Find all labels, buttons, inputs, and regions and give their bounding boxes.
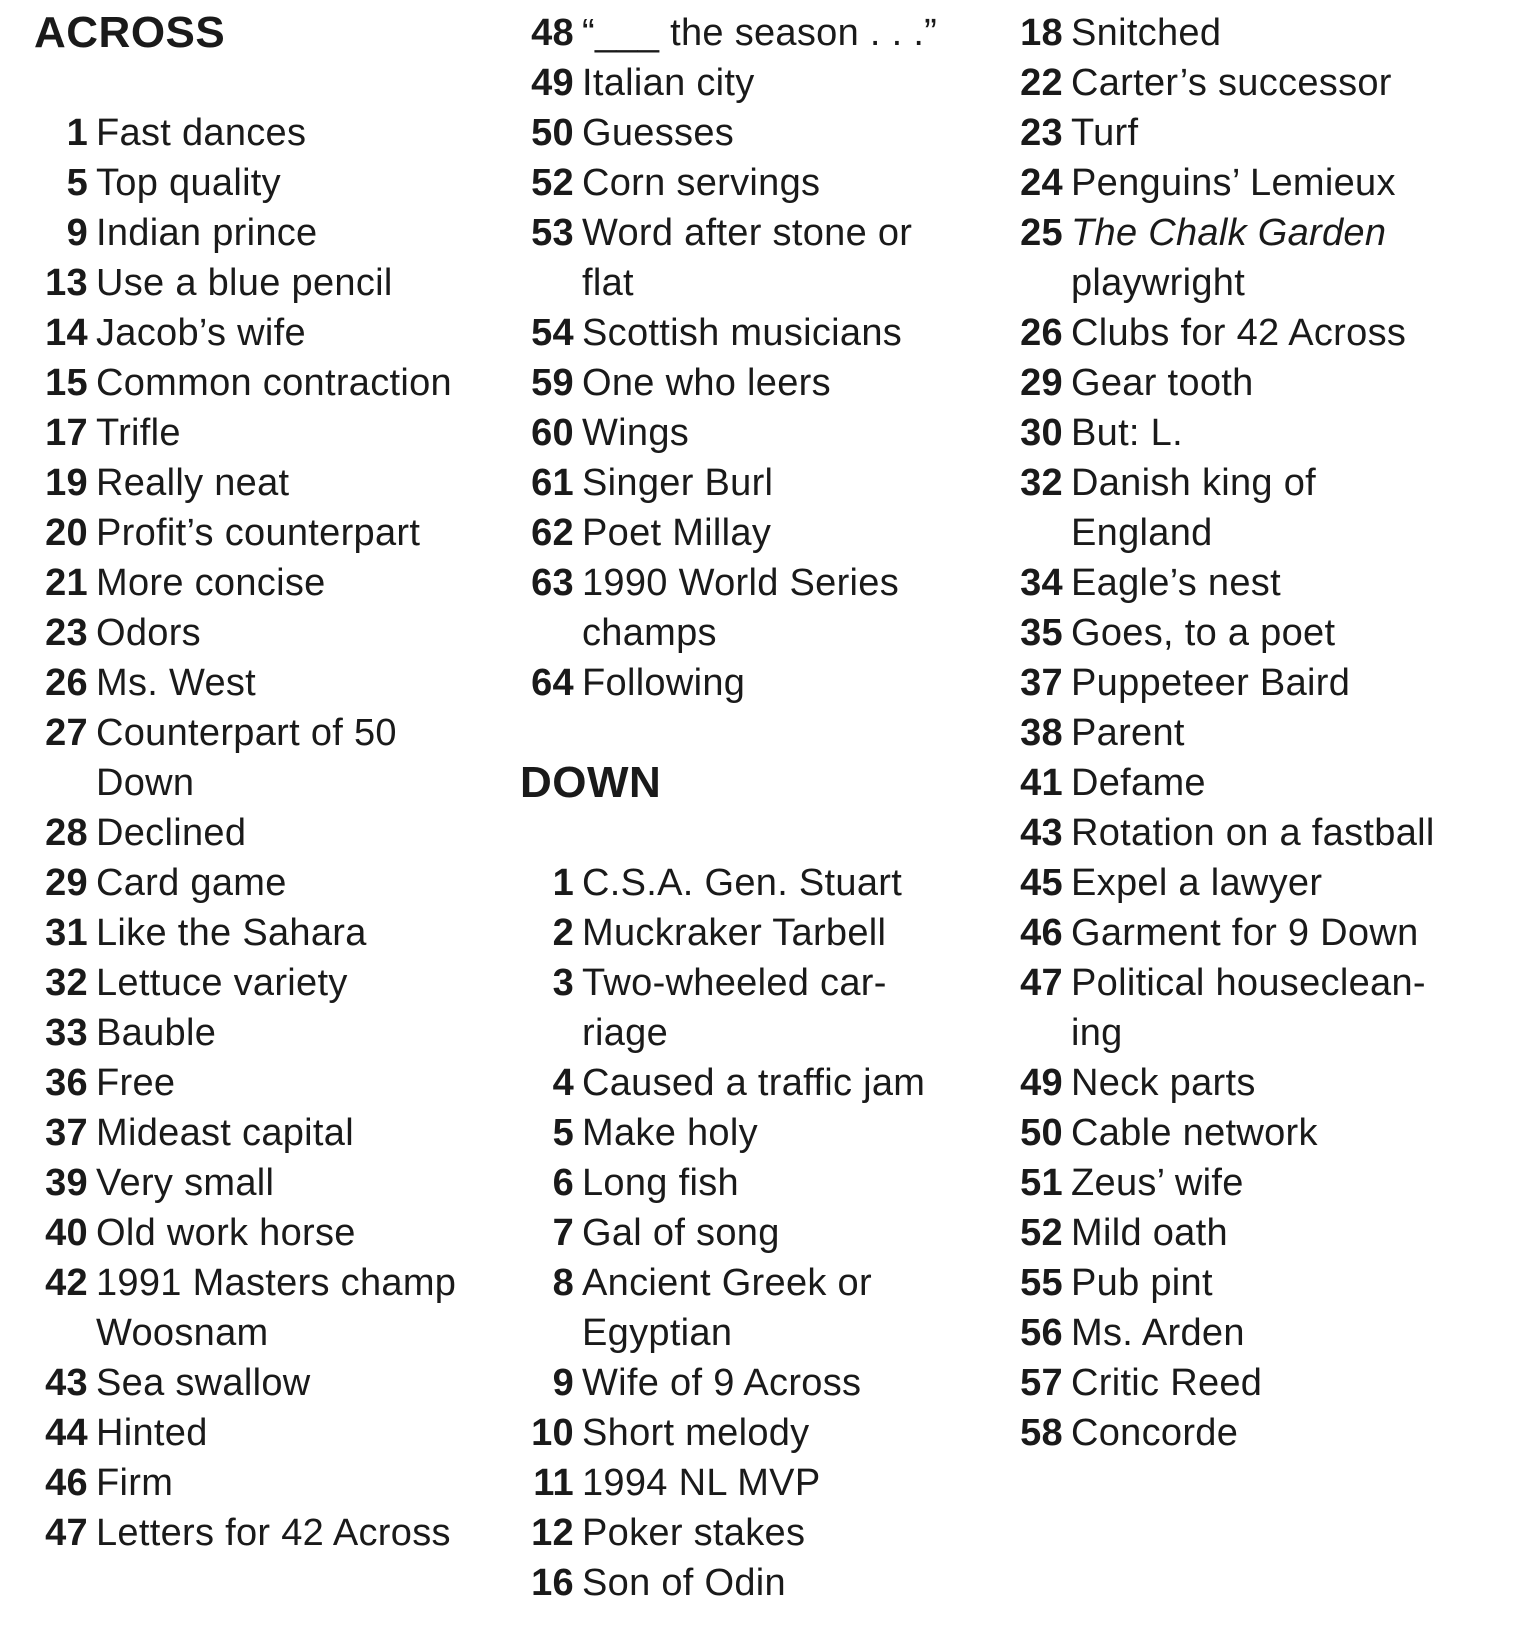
across-clue-64 bbox=[520, 658, 990, 708]
down-clue-18 bbox=[1009, 8, 1504, 58]
across-clue-19 bbox=[34, 458, 504, 508]
clue-number: 50 bbox=[1020, 1112, 1063, 1154]
clue-text: Word after stone or flat bbox=[582, 212, 913, 304]
clue-number: 17 bbox=[45, 412, 88, 454]
clue-number: 41 bbox=[1020, 762, 1063, 804]
across-clue-52 bbox=[520, 158, 990, 208]
clue-text: Poet Millay bbox=[582, 512, 772, 554]
down-clue-24 bbox=[1009, 158, 1504, 208]
down-clue-22 bbox=[1009, 58, 1504, 108]
clue-number: 61 bbox=[531, 462, 574, 504]
clue-text: More concise bbox=[96, 562, 326, 604]
clue-number: 53 bbox=[531, 212, 574, 254]
across-clue-36 bbox=[34, 1058, 504, 1108]
clue-text: Profit’s counterpart bbox=[96, 512, 421, 554]
across-clue-29 bbox=[34, 858, 504, 908]
clue-column-3 bbox=[1009, 8, 1504, 1458]
clue-text: Pub pint bbox=[1071, 1262, 1213, 1304]
down-clue-23 bbox=[1009, 108, 1504, 158]
clue-text: Hinted bbox=[96, 1412, 208, 1454]
clue-number: 22 bbox=[1020, 62, 1063, 104]
across-heading: ACROSS bbox=[34, 8, 226, 57]
clue-number: 49 bbox=[1020, 1062, 1063, 1104]
clue-number: 48 bbox=[531, 12, 574, 54]
clue-number: 27 bbox=[45, 712, 88, 754]
down-clue-50 bbox=[1009, 1108, 1504, 1158]
down-clue-9 bbox=[520, 1358, 990, 1408]
clue-text: Old work horse bbox=[96, 1212, 356, 1254]
across-clue-42 bbox=[34, 1258, 504, 1358]
across-clue-63 bbox=[520, 558, 990, 658]
across-clue-33 bbox=[34, 1008, 504, 1058]
clue-text: Italian city bbox=[582, 62, 755, 104]
down-clue-8 bbox=[520, 1258, 990, 1358]
clue-text: Fast dances bbox=[96, 112, 307, 154]
across-clue-39 bbox=[34, 1158, 504, 1208]
down-clue-58 bbox=[1009, 1408, 1504, 1458]
clue-number: 43 bbox=[45, 1362, 88, 1404]
clue-number: 18 bbox=[1020, 12, 1063, 54]
clue-title-italic: The Chalk Garden bbox=[1071, 212, 1387, 254]
across-clue-13 bbox=[34, 258, 504, 308]
clue-number: 7 bbox=[552, 1212, 574, 1254]
clue-text: Jacob’s wife bbox=[96, 312, 306, 354]
clue-text: Expel a lawyer bbox=[1071, 862, 1323, 904]
down-clue-32 bbox=[1009, 458, 1504, 558]
clue-number: 11 bbox=[533, 1462, 574, 1504]
clue-text: One who leers bbox=[582, 362, 831, 404]
clue-number: 47 bbox=[1020, 962, 1063, 1004]
clue-text: But: L. bbox=[1071, 412, 1183, 454]
clue-text: Cable network bbox=[1071, 1112, 1318, 1154]
across-clue-20 bbox=[34, 508, 504, 558]
clue-text: Ancient Greek or Egyptian bbox=[582, 1262, 872, 1354]
across-clue-37 bbox=[34, 1108, 504, 1158]
across-clue-26 bbox=[34, 658, 504, 708]
clue-number: 63 bbox=[531, 562, 574, 604]
clue-text: 1994 NL MVP bbox=[582, 1462, 821, 1504]
clue-number: 5 bbox=[552, 1112, 574, 1154]
down-clue-55 bbox=[1009, 1258, 1504, 1308]
clue-text: Clubs for 42 Across bbox=[1071, 312, 1407, 354]
clue-text: Odors bbox=[96, 612, 201, 654]
clue-number: 46 bbox=[1020, 912, 1063, 954]
across-clue-5 bbox=[34, 158, 504, 208]
clue-text: Make holy bbox=[582, 1112, 758, 1154]
down-clue-11 bbox=[520, 1458, 990, 1508]
down-clue-56 bbox=[1009, 1308, 1504, 1358]
clue-text: Like the Sahara bbox=[96, 912, 367, 954]
clue-number: 50 bbox=[531, 112, 574, 154]
across-clue-54 bbox=[520, 308, 990, 358]
clue-text: Guesses bbox=[582, 112, 735, 154]
clue-text: Singer Burl bbox=[582, 462, 774, 504]
clue-text: Declined bbox=[96, 812, 247, 854]
clue-number: 35 bbox=[1020, 612, 1063, 654]
clue-text: Poker stakes bbox=[582, 1512, 806, 1554]
across-clue-9 bbox=[34, 208, 504, 258]
down-clue-43 bbox=[1009, 808, 1504, 858]
clue-number: 9 bbox=[552, 1362, 574, 1404]
clue-number: 13 bbox=[45, 262, 88, 304]
clue-text: Short melody bbox=[582, 1412, 810, 1454]
clue-number: 32 bbox=[1020, 462, 1063, 504]
down-clue-30 bbox=[1009, 408, 1504, 458]
clue-text: Wings bbox=[582, 412, 690, 454]
clue-text: 1991 Masters champ Woosnam bbox=[96, 1262, 457, 1354]
across-clue-23 bbox=[34, 608, 504, 658]
across-clue-47 bbox=[34, 1508, 504, 1558]
clue-number: 40 bbox=[45, 1212, 88, 1254]
clue-number: 28 bbox=[45, 812, 88, 854]
across-clue-28 bbox=[34, 808, 504, 858]
clue-number: 23 bbox=[45, 612, 88, 654]
clue-text: Gal of song bbox=[582, 1212, 780, 1254]
down-clue-25 bbox=[1009, 208, 1504, 308]
clue-number: 16 bbox=[531, 1562, 574, 1604]
clue-number: 33 bbox=[45, 1012, 88, 1054]
clue-column-2 bbox=[520, 8, 990, 1608]
across-clue-59 bbox=[520, 358, 990, 408]
clue-text bbox=[1063, 208, 1504, 308]
across-clue-50 bbox=[520, 108, 990, 158]
clue-number: 10 bbox=[531, 1412, 574, 1454]
clue-text: Bauble bbox=[96, 1012, 217, 1054]
clue-number: 26 bbox=[45, 662, 88, 704]
down-clue-38 bbox=[1009, 708, 1504, 758]
across-clue-15 bbox=[34, 358, 504, 408]
across-clue-48 bbox=[520, 8, 990, 58]
clue-number: 60 bbox=[531, 412, 574, 454]
clue-number: 46 bbox=[45, 1462, 88, 1504]
down-clue-5 bbox=[520, 1108, 990, 1158]
clue-text: Political houseclean- ing bbox=[1071, 962, 1426, 1054]
down-clue-46 bbox=[1009, 908, 1504, 958]
down-clue-37 bbox=[1009, 658, 1504, 708]
across-clue-21 bbox=[34, 558, 504, 608]
clue-text: Puppeteer Baird bbox=[1071, 662, 1351, 704]
clue-number: 14 bbox=[45, 312, 88, 354]
clue-number: 23 bbox=[1020, 112, 1063, 154]
clue-text: Muckraker Tarbell bbox=[582, 912, 887, 954]
clue-text: Firm bbox=[96, 1462, 174, 1504]
clue-text: Lettuce variety bbox=[96, 962, 348, 1004]
clue-text: Common contraction bbox=[96, 362, 452, 404]
clue-number: 37 bbox=[1020, 662, 1063, 704]
clue-number: 29 bbox=[45, 862, 88, 904]
clue-number: 21 bbox=[45, 562, 88, 604]
down-clue-52 bbox=[1009, 1208, 1504, 1258]
clue-text: Mild oath bbox=[1071, 1212, 1228, 1254]
across-clue-49 bbox=[520, 58, 990, 108]
across-clue-62 bbox=[520, 508, 990, 558]
clue-text: Use a blue pencil bbox=[96, 262, 393, 304]
clue-text: Turf bbox=[1071, 112, 1139, 154]
down-clue-47 bbox=[1009, 958, 1504, 1058]
clue-number: 45 bbox=[1020, 862, 1063, 904]
clue-number: 62 bbox=[531, 512, 574, 554]
clue-number: 1 bbox=[552, 862, 574, 904]
clue-number: 24 bbox=[1020, 162, 1063, 204]
clue-text: Mideast capital bbox=[96, 1112, 354, 1154]
clue-text: Garment for 9 Down bbox=[1071, 912, 1419, 954]
clue-number: 30 bbox=[1020, 412, 1063, 454]
down-heading: DOWN bbox=[520, 758, 662, 807]
down-clue-51 bbox=[1009, 1158, 1504, 1208]
clue-text: C.S.A. Gen. Stuart bbox=[582, 862, 903, 904]
down-clue-35 bbox=[1009, 608, 1504, 658]
clue-number: 2 bbox=[552, 912, 574, 954]
clue-number: 29 bbox=[1020, 362, 1063, 404]
clue-number: 12 bbox=[531, 1512, 574, 1554]
down-clue-4 bbox=[520, 1058, 990, 1108]
clue-number: 37 bbox=[45, 1112, 88, 1154]
clue-number: 20 bbox=[45, 512, 88, 554]
across-clue-40 bbox=[34, 1208, 504, 1258]
clue-number: 8 bbox=[552, 1262, 574, 1304]
clue-text: Long fish bbox=[582, 1162, 739, 1204]
clue-number: 34 bbox=[1020, 562, 1063, 604]
clue-number: 5 bbox=[66, 162, 88, 204]
clue-number: 31 bbox=[45, 912, 88, 954]
clue-text: Parent bbox=[1071, 712, 1185, 754]
clue-number: 6 bbox=[552, 1162, 574, 1204]
clue-number: 54 bbox=[531, 312, 574, 354]
clue-text: Trifle bbox=[96, 412, 181, 454]
across-clue-14 bbox=[34, 308, 504, 358]
clue-number: 52 bbox=[1020, 1212, 1063, 1254]
clue-text: Letters for 42 Across bbox=[96, 1512, 451, 1554]
clue-number: 49 bbox=[531, 62, 574, 104]
clue-number: 55 bbox=[1020, 1262, 1063, 1304]
down-clue-57 bbox=[1009, 1358, 1504, 1408]
clue-text-rest: playwright bbox=[1071, 262, 1246, 304]
clue-column-1 bbox=[34, 8, 504, 1558]
clue-text: Defame bbox=[1071, 762, 1206, 804]
clue-text: Following bbox=[582, 662, 746, 704]
clue-number: 42 bbox=[45, 1262, 88, 1304]
down-clue-41 bbox=[1009, 758, 1504, 808]
clue-number: 36 bbox=[45, 1062, 88, 1104]
across-clue-44 bbox=[34, 1408, 504, 1458]
clue-number: 3 bbox=[552, 962, 574, 1004]
clue-text: Card game bbox=[96, 862, 287, 904]
clue-text: Critic Reed bbox=[1071, 1362, 1263, 1404]
down-clue-34 bbox=[1009, 558, 1504, 608]
down-clue-6 bbox=[520, 1158, 990, 1208]
down-clue-29 bbox=[1009, 358, 1504, 408]
clue-text: Son of Odin bbox=[582, 1562, 786, 1604]
clue-text: Penguins’ Lemieux bbox=[1071, 162, 1396, 204]
across-clue-17 bbox=[34, 408, 504, 458]
clue-number: 38 bbox=[1020, 712, 1063, 754]
clue-text: “___ the season . . .” bbox=[582, 12, 938, 54]
down-clue-12 bbox=[520, 1508, 990, 1558]
clue-number: 58 bbox=[1020, 1412, 1063, 1454]
clue-number: 56 bbox=[1020, 1312, 1063, 1354]
down-clue-3 bbox=[520, 958, 990, 1058]
clue-number: 19 bbox=[45, 462, 88, 504]
clue-number: 39 bbox=[45, 1162, 88, 1204]
clue-text: Indian prince bbox=[96, 212, 318, 254]
clue-text: Top quality bbox=[96, 162, 281, 204]
clue-text: Very small bbox=[96, 1162, 275, 1204]
clue-number: 9 bbox=[66, 212, 88, 254]
clue-number: 59 bbox=[531, 362, 574, 404]
clue-text: Two-wheeled car- riage bbox=[582, 962, 887, 1054]
clue-text: Neck parts bbox=[1071, 1062, 1256, 1104]
clue-number: 44 bbox=[45, 1412, 88, 1454]
across-clue-27 bbox=[34, 708, 504, 808]
clue-number: 26 bbox=[1020, 312, 1063, 354]
clue-text: Ms. West bbox=[96, 662, 257, 704]
clue-text: Really neat bbox=[96, 462, 290, 504]
down-clue-7 bbox=[520, 1208, 990, 1258]
clue-text: Ms. Arden bbox=[1071, 1312, 1245, 1354]
clue-text: Free bbox=[96, 1062, 176, 1104]
clue-number: 57 bbox=[1020, 1362, 1063, 1404]
clue-text: Gear tooth bbox=[1071, 362, 1254, 404]
clue-number: 1 bbox=[66, 112, 88, 154]
clue-text: Goes, to a poet bbox=[1071, 612, 1336, 654]
down-clue-16 bbox=[520, 1558, 990, 1608]
across-clue-31 bbox=[34, 908, 504, 958]
clue-number: 51 bbox=[1020, 1162, 1063, 1204]
across-clue-61 bbox=[520, 458, 990, 508]
clue-text: Carter’s successor bbox=[1071, 62, 1392, 104]
clue-number: 4 bbox=[552, 1062, 574, 1104]
clue-number: 47 bbox=[45, 1512, 88, 1554]
clue-number: 43 bbox=[1020, 812, 1063, 854]
clue-text: Corn servings bbox=[582, 162, 821, 204]
across-clue-46 bbox=[34, 1458, 504, 1508]
clue-text: Eagle’s nest bbox=[1071, 562, 1281, 604]
clue-number: 52 bbox=[531, 162, 574, 204]
clue-text: 1990 World Series champs bbox=[582, 562, 900, 654]
across-clue-60 bbox=[520, 408, 990, 458]
clue-number: 64 bbox=[531, 662, 574, 704]
down-clue-26 bbox=[1009, 308, 1504, 358]
clue-number: 32 bbox=[45, 962, 88, 1004]
clue-text: Scottish musicians bbox=[582, 312, 903, 354]
clue-text: Wife of 9 Across bbox=[582, 1362, 862, 1404]
clue-number: 15 bbox=[45, 362, 88, 404]
across-clue-32 bbox=[34, 958, 504, 1008]
clue-text: Counterpart of 50 Down bbox=[96, 712, 397, 804]
clue-text: Rotation on a fastball bbox=[1071, 812, 1435, 854]
down-clue-2 bbox=[520, 908, 990, 958]
clue-text: Sea swallow bbox=[96, 1362, 311, 1404]
clue-text: Danish king of England bbox=[1071, 462, 1317, 554]
clue-text: Snitched bbox=[1071, 12, 1222, 54]
across-clue-1 bbox=[34, 108, 504, 158]
down-clue-10 bbox=[520, 1408, 990, 1458]
down-clue-49 bbox=[1009, 1058, 1504, 1108]
down-clue-1 bbox=[520, 858, 990, 908]
clue-text: Concorde bbox=[1071, 1412, 1239, 1454]
across-clue-43 bbox=[34, 1358, 504, 1408]
clue-number: 25 bbox=[1020, 212, 1063, 254]
clue-text: Caused a traffic jam bbox=[582, 1062, 926, 1104]
clue-text: Zeus’ wife bbox=[1071, 1162, 1244, 1204]
down-clue-45 bbox=[1009, 858, 1504, 908]
across-clue-53 bbox=[520, 208, 990, 308]
